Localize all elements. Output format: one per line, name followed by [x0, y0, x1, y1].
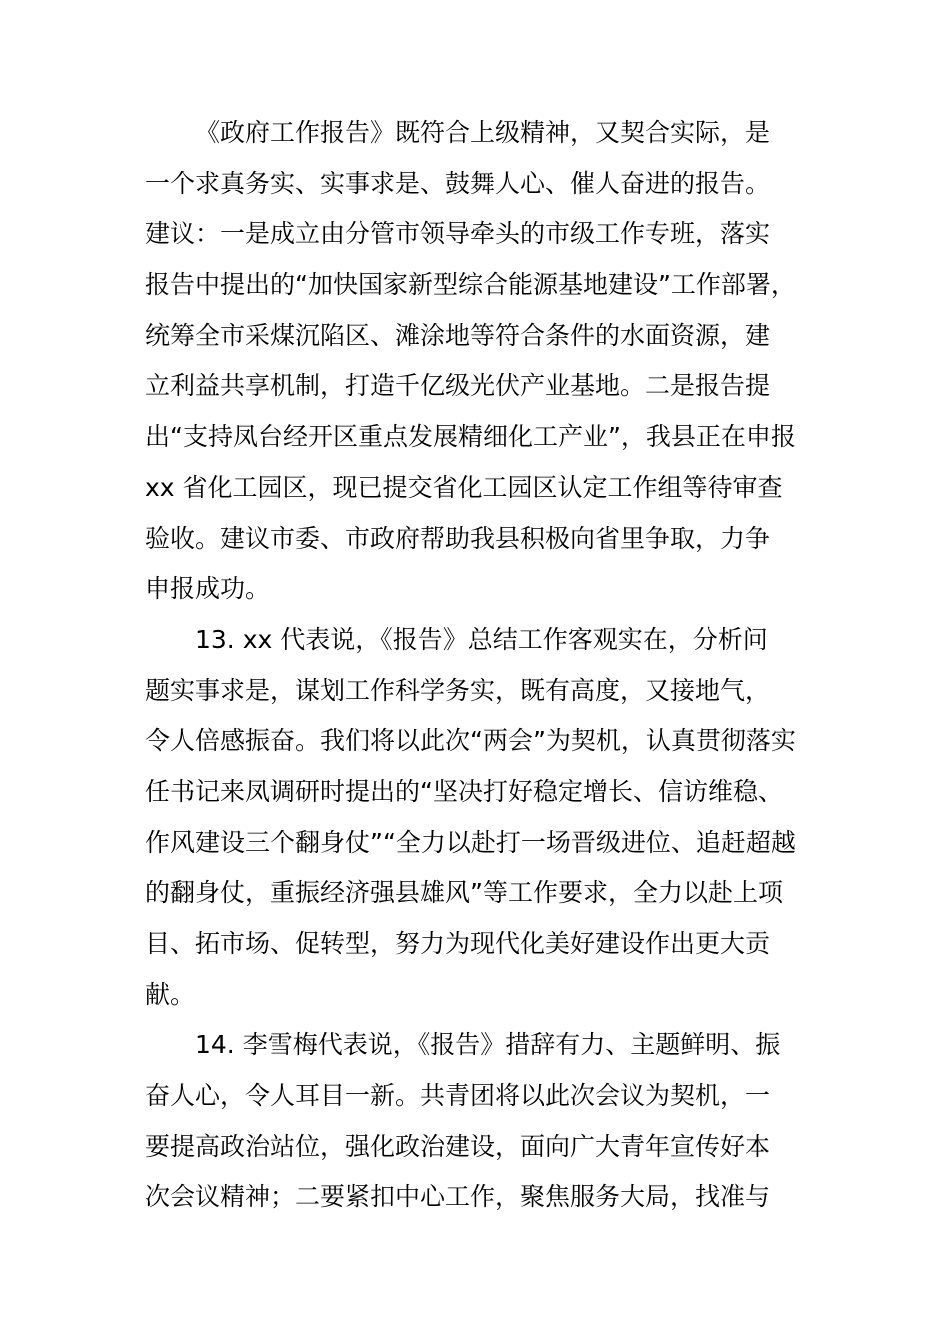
text-line: 《政府工作报告》既符合上级精神，又契合实际，是	[195, 118, 771, 147]
text-line: 次会议精神；二要紧扣中心工作，聚焦服务大局，找准与	[145, 1182, 771, 1212]
text-line: 立利益共享机制，打造千亿级光伏产业基地。二是报告提	[145, 371, 771, 401]
text-line: 13. xx 代表说，《报告》总结工作客观实在，分析问	[195, 624, 768, 654]
text-line: 令人倍感振奋。我们将以此次“两会”为契机，认真贯彻落实	[145, 726, 796, 756]
text-line: 任书记来凤调研时提出的“坚决打好稳定增长、信访维稳、	[145, 776, 783, 806]
text-line: 奋人心，令人耳目一新。共青团将以此次会议为契机，一	[145, 1081, 771, 1111]
text-line: 建议：一是成立由分管市领导牵头的市级工作专班，落实	[145, 219, 771, 249]
document-body	[145, 108, 810, 1223]
text-line: 目、拓市场、促转型，努力为现代化美好建设作出更大贡	[145, 929, 771, 958]
text-line: 报告中提出的“加快国家新型综合能源基地建设”工作部署，	[145, 270, 796, 300]
text-line: xx 省化工园区，现已提交省化工园区认定工作组等待审查	[145, 472, 783, 502]
text-line: 验收。建议市委、市政府帮助我县积极向省里争取，力争	[145, 523, 771, 553]
text-line: 申报成功。	[145, 574, 271, 604]
text-line: 统筹全市采煤沉陷区、滩涂地等符合条件的水面资源，建	[145, 320, 771, 350]
text-line: 一个求真务实、实事求是、鼓舞人心、催人奋进的报告。	[145, 168, 771, 198]
text-line: 的翻身仗，重振经济强县雄风”等工作要求，全力以赴上项	[145, 878, 783, 908]
text-line: 要提高政治站位，强化政治建设，面向广大青年宣传好本	[145, 1131, 771, 1161]
text-line: 出“支持凤台经开区重点发展精细化工产业”，我县正在申报	[145, 422, 796, 452]
text-line: 献。	[145, 979, 196, 1009]
text-line: 14. 李雪梅代表说，《报告》措辞有力、主题鲜明、振	[195, 1030, 781, 1060]
text-line: 作风建设三个翻身仗”“全力以赴打一场晋级进位、追赶超越	[145, 827, 796, 857]
text-line: 题实事求是，谋划工作科学务实，既有高度，又接地气，	[145, 675, 771, 705]
